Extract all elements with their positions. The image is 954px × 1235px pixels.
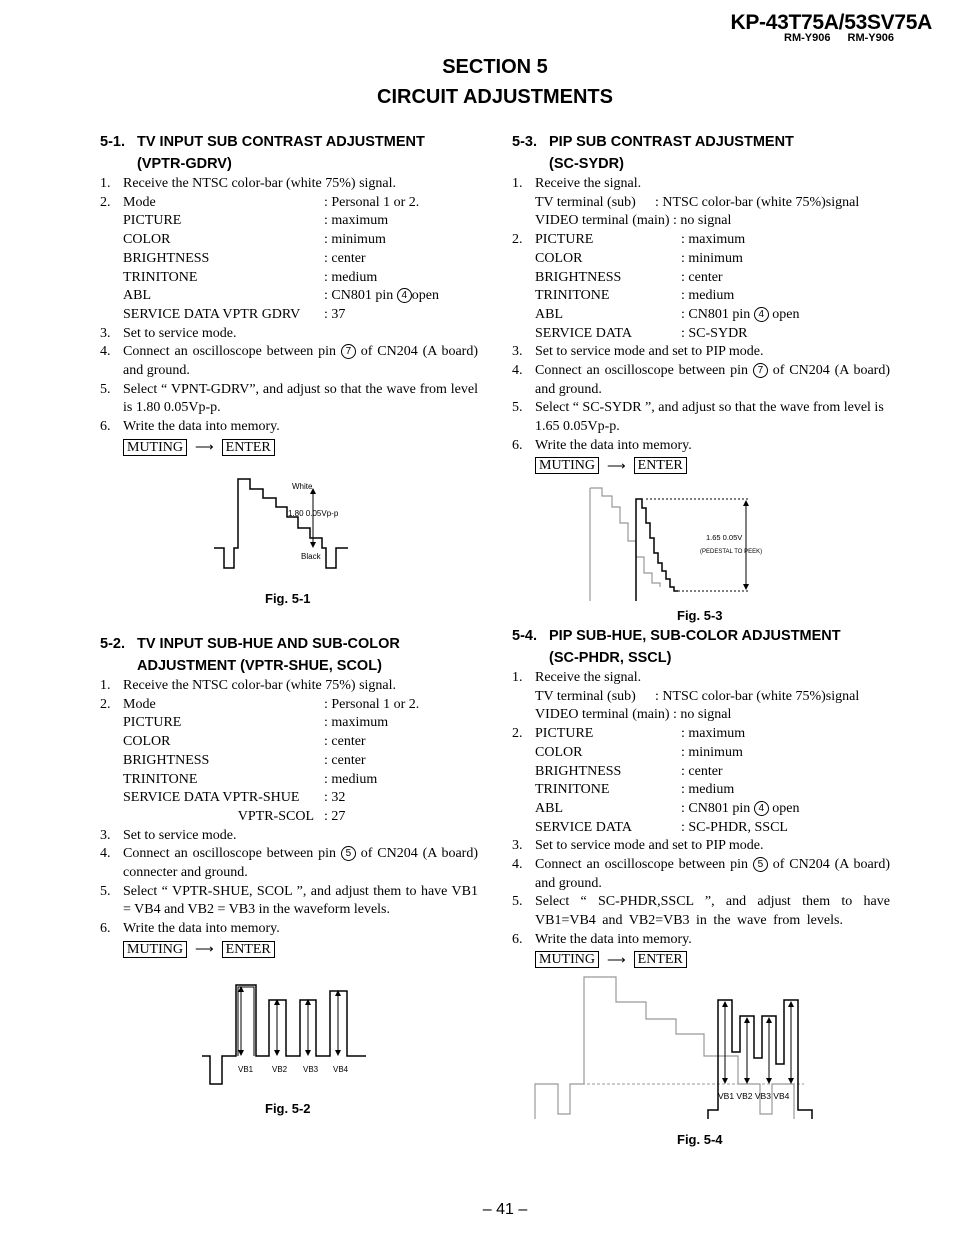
setting-row bbox=[123, 771, 478, 790]
step-text: Write the data into memory. bbox=[535, 931, 692, 947]
setting-value: : minimum bbox=[681, 744, 743, 760]
figure-5-2-waveform bbox=[200, 979, 470, 1089]
setting-row bbox=[123, 287, 478, 306]
setting-key: TRINITONE bbox=[123, 269, 198, 285]
step-item bbox=[512, 893, 890, 930]
section-5-2 bbox=[100, 633, 478, 959]
step-number: 5. bbox=[512, 894, 523, 910]
pin-number-circle: 5 bbox=[341, 846, 356, 861]
heading-number: 5-3. bbox=[512, 134, 537, 150]
step-text: Set to service mode and set to PIP mode. bbox=[535, 838, 764, 854]
step-text: Set to service mode and set to PIP mode. bbox=[535, 344, 764, 360]
step-item bbox=[100, 175, 478, 194]
setting-row bbox=[535, 306, 890, 325]
setting-key: TRINITONE bbox=[535, 288, 610, 304]
section-5-4-heading bbox=[512, 625, 890, 669]
setting-value: : 27 bbox=[324, 808, 346, 824]
pin-number-circle: 4 bbox=[397, 288, 412, 303]
step-text: Select “ SC-SYDR ”, and adjust so that the wave from level is 1.65 0.05Vp-p. bbox=[535, 400, 884, 435]
setting-value: : medium bbox=[324, 771, 378, 787]
setting-key: VPTR-SCOL bbox=[237, 808, 314, 824]
step-number: 4. bbox=[512, 857, 523, 873]
setting-row bbox=[123, 752, 478, 771]
enter-key: ENTER bbox=[634, 457, 687, 474]
heading-number: 5-4. bbox=[512, 628, 537, 644]
remote-model-2: RM-Y906 bbox=[847, 32, 894, 44]
step-number: 6. bbox=[512, 437, 523, 453]
section-title: CIRCUIT ADJUSTMENTS bbox=[377, 86, 613, 108]
step-item bbox=[512, 931, 890, 969]
heading-line-2: (SC-PHDR, SSCL) bbox=[549, 650, 672, 666]
step-number: 3. bbox=[100, 325, 111, 341]
setting-value: : SC-PHDR, SSCL bbox=[681, 819, 788, 835]
label-white: White bbox=[292, 482, 313, 491]
step-item bbox=[100, 418, 478, 456]
step-text: of CN204 (A board) and ground. bbox=[535, 363, 890, 397]
setting-key: COLOR bbox=[123, 734, 171, 750]
heading-line-1: PIP SUB CONTRAST ADJUSTMENT bbox=[549, 134, 794, 150]
setting-row bbox=[123, 714, 478, 733]
setting-row bbox=[123, 306, 478, 325]
setting-row bbox=[535, 688, 890, 707]
step-item bbox=[100, 845, 478, 882]
key-sequence bbox=[535, 457, 890, 476]
step-number: 4. bbox=[512, 363, 523, 379]
section-5-3 bbox=[512, 131, 890, 475]
setting-value: : center bbox=[324, 250, 366, 266]
setting-row bbox=[123, 696, 478, 715]
step-item bbox=[512, 725, 890, 837]
setting-key: PICTURE bbox=[123, 213, 182, 229]
step-number: 2. bbox=[512, 232, 523, 248]
step-number: 3. bbox=[512, 344, 523, 360]
step-number: 2. bbox=[512, 726, 523, 742]
setting-key: ABL bbox=[535, 800, 563, 816]
label-vb-row: VB1 VB2 VB3 VB4 bbox=[718, 1091, 790, 1101]
setting-value: : CN801 pin bbox=[681, 800, 751, 816]
remote-models bbox=[640, 32, 894, 44]
step-text: of CN204 (A board) and ground. bbox=[535, 857, 890, 891]
step-number: 3. bbox=[512, 838, 523, 854]
step-number: 1. bbox=[100, 678, 111, 693]
setting-row bbox=[123, 212, 478, 231]
setting-value: : SC-SYDR bbox=[681, 325, 748, 341]
section-5-3-heading bbox=[512, 131, 890, 175]
setting-row bbox=[535, 287, 890, 306]
setting-row bbox=[123, 789, 478, 808]
figure-5-3-waveform bbox=[586, 483, 786, 607]
pin-number-circle: 4 bbox=[754, 801, 769, 816]
arrow-right-icon: ⟶ bbox=[607, 457, 626, 473]
setting-key: BRIGHTNESS bbox=[123, 752, 210, 768]
setting-key: COLOR bbox=[535, 250, 583, 266]
setting-value: : center bbox=[681, 763, 723, 779]
setting-key: SERVICE DATA bbox=[535, 819, 632, 835]
step-number: 1. bbox=[512, 176, 523, 191]
setting-key: PICTURE bbox=[123, 715, 182, 731]
step-text: Connect an oscilloscope between pin bbox=[123, 344, 337, 360]
step-item bbox=[512, 669, 890, 725]
arrow-right-icon: ⟶ bbox=[607, 951, 626, 967]
step-number: 4. bbox=[100, 344, 111, 360]
step-item bbox=[512, 837, 890, 856]
setting-value: : medium bbox=[324, 269, 378, 285]
heading-line-2: ADJUSTMENT (VPTR-SHUE, SCOL) bbox=[137, 658, 382, 674]
pin-number-circle: 5 bbox=[753, 857, 768, 872]
step-item bbox=[512, 343, 890, 362]
figure-5-4-waveform bbox=[532, 974, 862, 1119]
setting-key: PICTURE bbox=[535, 232, 594, 248]
label-pedestal-note: (PEDESTAL TO PEEK) bbox=[700, 549, 763, 555]
setting-row: VIDEO terminal (main) : no signal bbox=[535, 707, 732, 723]
setting-value: : center bbox=[324, 734, 366, 750]
step-text: Receive the signal. bbox=[535, 670, 642, 685]
step-number: 2. bbox=[100, 696, 111, 712]
setting-key: BRIGHTNESS bbox=[535, 763, 622, 779]
step-item bbox=[100, 325, 478, 344]
key-sequence bbox=[535, 951, 890, 970]
step-number: 2. bbox=[100, 194, 111, 210]
setting-value: : medium bbox=[681, 288, 735, 304]
step-number: 1. bbox=[512, 670, 523, 685]
heading-line-2: (VPTR-GDRV) bbox=[137, 156, 232, 172]
pin-number-circle: 7 bbox=[341, 344, 356, 359]
step-list bbox=[100, 677, 478, 959]
setting-value: : center bbox=[324, 752, 366, 768]
step-text: Write the data into memory. bbox=[123, 419, 280, 435]
setting-value: : NTSC color-bar (white 75%)signal bbox=[655, 194, 860, 210]
step-text: Select “ SC-PHDR,SSCL ”, and adjust them to have VB1=VB4 and VB2=VB3 in the wave from levels. bbox=[535, 894, 890, 929]
step-item bbox=[100, 827, 478, 846]
step-item bbox=[100, 194, 478, 325]
setting-key: BRIGHTNESS bbox=[535, 269, 622, 285]
setting-value-tail: open bbox=[772, 306, 800, 322]
setting-key: SERVICE DATA VPTR GDRV bbox=[123, 306, 301, 322]
step-number: 3. bbox=[100, 827, 111, 843]
setting-value: : 32 bbox=[324, 790, 346, 806]
step-number: 6. bbox=[100, 419, 111, 435]
step-text: Receive the NTSC color-bar (white 75%) signal. bbox=[123, 176, 397, 191]
setting-row bbox=[535, 800, 890, 819]
setting-value: : maximum bbox=[324, 715, 389, 731]
page-number: – 41 – bbox=[482, 1201, 528, 1218]
pin-number-circle: 4 bbox=[754, 307, 769, 322]
setting-row bbox=[535, 325, 890, 344]
step-number: 6. bbox=[100, 921, 111, 937]
step-item bbox=[512, 399, 890, 436]
muting-key: MUTING bbox=[123, 439, 187, 456]
setting-row bbox=[535, 781, 890, 800]
enter-key: ENTER bbox=[634, 951, 687, 968]
setting-value: : minimum bbox=[681, 250, 743, 266]
setting-key: TV terminal (sub) bbox=[535, 688, 636, 704]
setting-key: SERVICE DATA bbox=[535, 325, 632, 341]
setting-row bbox=[535, 269, 890, 288]
setting-value-tail: open bbox=[411, 288, 439, 304]
setting-row bbox=[123, 269, 478, 288]
step-text: Connect an oscilloscope between pin bbox=[535, 857, 749, 873]
setting-row bbox=[123, 231, 478, 250]
setting-key: Mode bbox=[123, 194, 156, 210]
step-text: Write the data into memory. bbox=[123, 921, 280, 937]
setting-row bbox=[123, 808, 478, 827]
step-item bbox=[512, 856, 890, 893]
section-5-4 bbox=[512, 625, 890, 969]
muting-key: MUTING bbox=[535, 457, 599, 474]
step-text: Receive the NTSC color-bar (white 75%) signal. bbox=[123, 678, 397, 693]
figure-5-2-caption: Fig. 5-2 bbox=[265, 1101, 311, 1116]
setting-key: Mode bbox=[123, 696, 156, 712]
section-5-2-heading bbox=[100, 633, 478, 677]
setting-row bbox=[123, 733, 478, 752]
muting-key: MUTING bbox=[535, 951, 599, 968]
step-list bbox=[512, 669, 890, 969]
setting-value: : medium bbox=[681, 782, 735, 798]
setting-row bbox=[535, 744, 890, 763]
step-list bbox=[100, 175, 478, 457]
figure-5-1-waveform bbox=[210, 476, 470, 576]
setting-key: PICTURE bbox=[535, 726, 594, 742]
arrow-right-icon: ⟶ bbox=[195, 940, 214, 956]
setting-key: SERVICE DATA VPTR-SHUE bbox=[123, 790, 300, 806]
setting-key: COLOR bbox=[123, 232, 171, 248]
step-text: of CN204 (A board) connecter and ground. bbox=[123, 846, 478, 881]
setting-key: ABL bbox=[123, 288, 151, 304]
step-text: Connect an oscilloscope between pin bbox=[123, 846, 337, 862]
step-item bbox=[100, 343, 478, 380]
setting-value: : NTSC color-bar (white 75%)signal bbox=[655, 688, 860, 704]
step-item bbox=[100, 381, 478, 418]
step-item bbox=[512, 362, 890, 399]
label-vb3: VB3 bbox=[303, 1065, 319, 1074]
heading-number: 5-2. bbox=[100, 636, 125, 652]
label-level: 1.65 0.05V bbox=[706, 533, 743, 542]
setting-value: : maximum bbox=[324, 213, 389, 229]
setting-value-tail: open bbox=[772, 800, 800, 816]
label-level: 1.80 0.05Vp-p bbox=[288, 509, 339, 518]
model-number: KP-43T75A/53SV75A bbox=[730, 11, 932, 34]
section-5-1 bbox=[100, 131, 478, 457]
setting-row bbox=[535, 194, 890, 213]
enter-key: ENTER bbox=[222, 439, 275, 456]
step-list bbox=[512, 175, 890, 475]
setting-value: : Personal 1 or 2. bbox=[324, 194, 420, 210]
setting-value: : 37 bbox=[324, 306, 346, 322]
setting-key: TV terminal (sub) bbox=[535, 194, 636, 210]
step-text: Write the data into memory. bbox=[535, 437, 692, 453]
setting-row bbox=[123, 194, 478, 213]
setting-value: : Personal 1 or 2. bbox=[324, 696, 420, 712]
step-text: Select “ VPNT-GDRV”, and adjust so that the wave from level is 1.80 0.05Vp-p. bbox=[123, 381, 478, 416]
key-sequence bbox=[123, 940, 478, 959]
figure-5-4-caption: Fig. 5-4 bbox=[677, 1132, 723, 1147]
step-number: 4. bbox=[100, 846, 111, 862]
setting-value: : minimum bbox=[324, 232, 386, 248]
step-text: Select “ VPTR-SHUE, SCOL ”, and adjust them to have VB1 = VB4 and VB2 = VB3 in the waveform levels. bbox=[123, 883, 478, 918]
section-5-1-heading bbox=[100, 131, 478, 175]
enter-key: ENTER bbox=[222, 941, 275, 958]
step-number: 5. bbox=[100, 381, 111, 397]
step-text: Set to service mode. bbox=[123, 325, 237, 341]
setting-key: ABL bbox=[535, 306, 563, 322]
setting-key: TRINITONE bbox=[535, 782, 610, 798]
label-black: Black bbox=[301, 552, 321, 561]
heading-line-1: TV INPUT SUB-HUE AND SUB-COLOR bbox=[137, 636, 400, 652]
setting-row bbox=[535, 250, 890, 269]
step-text: of CN204 (A board) and ground. bbox=[123, 344, 478, 379]
remote-model-1: RM-Y906 bbox=[784, 32, 831, 44]
setting-value: : maximum bbox=[681, 726, 746, 742]
setting-row: VIDEO terminal (main) : no signal bbox=[535, 213, 732, 229]
heading-number: 5-1. bbox=[100, 134, 125, 150]
setting-value: : center bbox=[681, 269, 723, 285]
key-sequence bbox=[123, 438, 478, 457]
setting-row bbox=[535, 725, 890, 744]
heading-line-1: TV INPUT SUB CONTRAST ADJUSTMENT bbox=[137, 134, 425, 150]
setting-key: TRINITONE bbox=[123, 771, 198, 787]
step-item bbox=[100, 883, 478, 920]
step-item bbox=[100, 677, 478, 696]
step-number: 5. bbox=[512, 400, 523, 416]
step-number: 6. bbox=[512, 931, 523, 947]
section-number: SECTION 5 bbox=[442, 56, 548, 78]
setting-row bbox=[535, 231, 890, 250]
figure-5-3-caption: Fig. 5-3 bbox=[677, 608, 723, 623]
label-vb2: VB2 bbox=[272, 1065, 288, 1074]
setting-key: BRIGHTNESS bbox=[123, 250, 210, 266]
step-number: 5. bbox=[100, 883, 111, 899]
setting-row bbox=[535, 819, 890, 838]
figure-5-1-caption: Fig. 5-1 bbox=[265, 591, 311, 606]
step-item bbox=[512, 231, 890, 343]
muting-key: MUTING bbox=[123, 941, 187, 958]
arrow-right-icon: ⟶ bbox=[195, 438, 214, 454]
setting-value: : CN801 pin bbox=[681, 306, 751, 322]
heading-line-2: (SC-SYDR) bbox=[549, 156, 624, 172]
label-vb4: VB4 bbox=[333, 1065, 349, 1074]
step-item bbox=[100, 920, 478, 958]
step-text: Set to service mode. bbox=[123, 827, 237, 843]
setting-value: : CN801 pin bbox=[324, 288, 394, 304]
step-item bbox=[100, 696, 478, 827]
label-vb1: VB1 bbox=[238, 1065, 254, 1074]
step-text: Receive the signal. bbox=[535, 176, 642, 191]
setting-key: COLOR bbox=[535, 744, 583, 760]
step-text: Connect an oscilloscope between pin bbox=[535, 363, 749, 379]
step-number: 1. bbox=[100, 176, 111, 191]
setting-row bbox=[123, 250, 478, 269]
pin-number-circle: 7 bbox=[753, 363, 768, 378]
heading-line-1: PIP SUB-HUE, SUB-COLOR ADJUSTMENT bbox=[549, 628, 841, 644]
step-item bbox=[512, 437, 890, 475]
setting-row bbox=[535, 763, 890, 782]
step-item bbox=[512, 175, 890, 231]
setting-value: : maximum bbox=[681, 232, 746, 248]
